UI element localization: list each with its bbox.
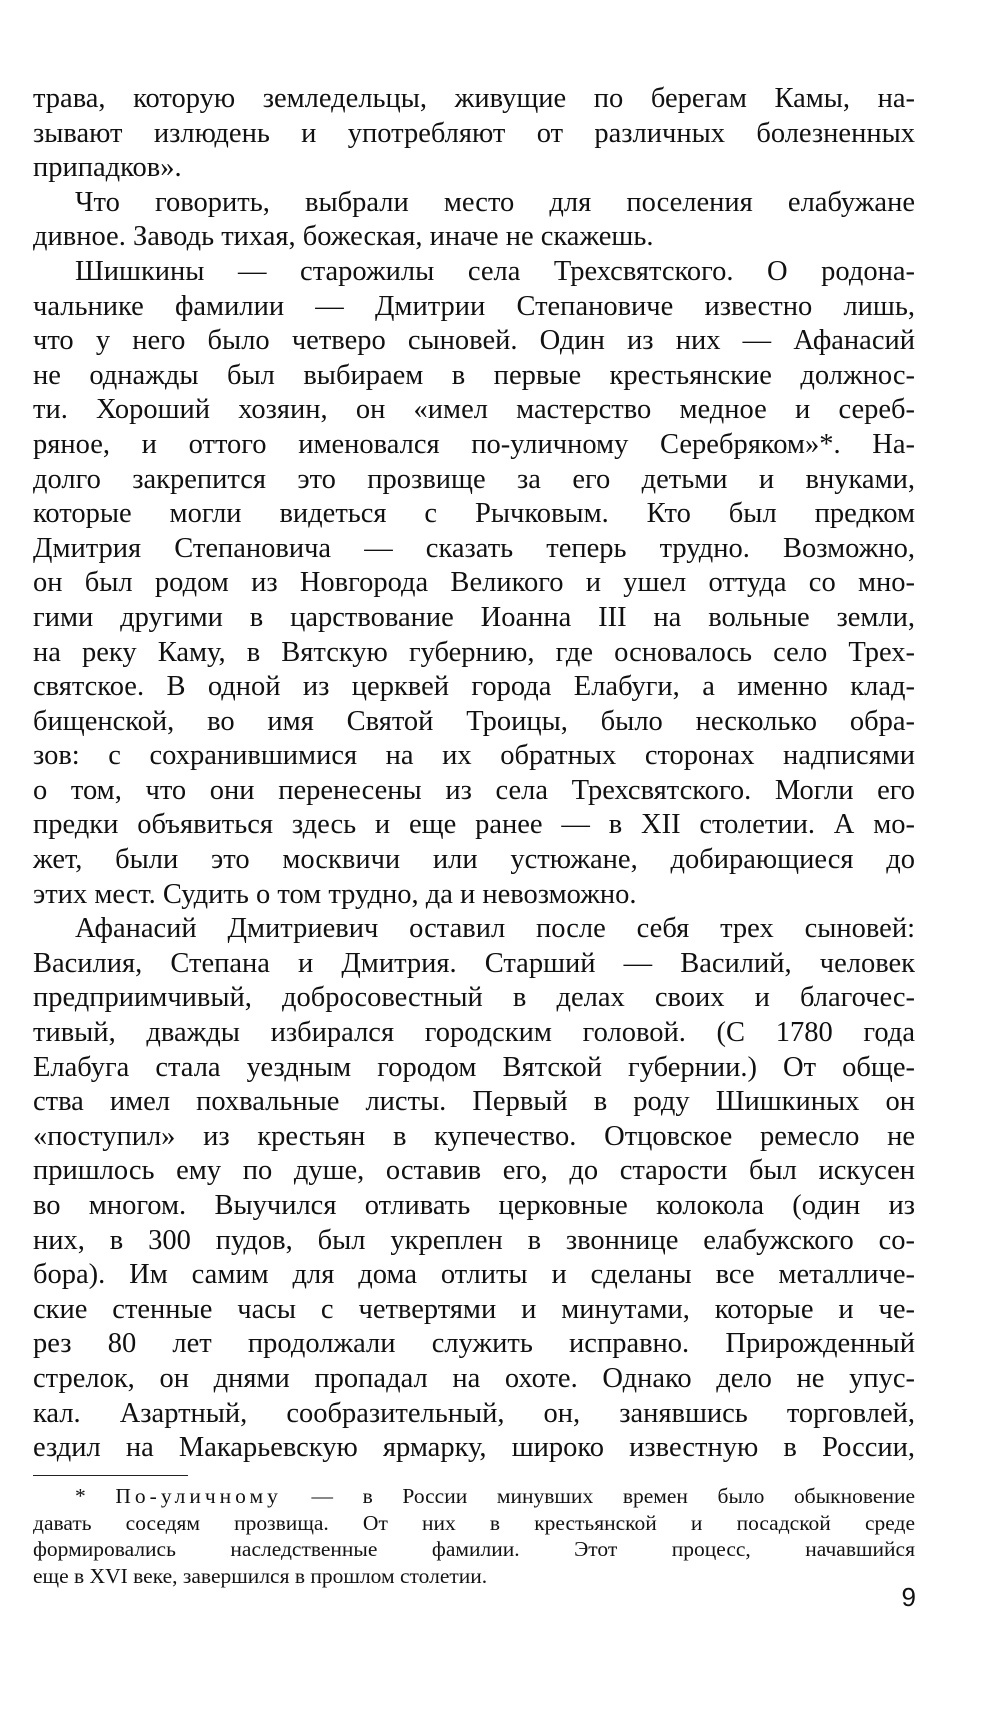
text-line: ездил на Макарьевскую ярмарку, широко известную в России, [33, 1432, 915, 1464]
text-line: долго закрепится это прозвище за его детьми и внуками, [33, 463, 915, 495]
text-line: них, в 300 пудов, был укреплен в звоннице елабужского со- [33, 1224, 915, 1256]
text-line: трава, которую земледельцы, живущие по берегам Камы, на- [33, 83, 915, 114]
text-line: он был родом из Новгорода Великого и ушел оттуда со мно- [33, 567, 915, 599]
text-line: на реку Каму, в Вятскую губернию, где основалось село Трех- [33, 636, 915, 668]
text-line: тивый, дважды избирался городским головой. (С 1780 года [33, 1017, 915, 1049]
footnote-first-line-text: — в России минувших времен было обыкновение [281, 1484, 915, 1508]
text-line: ские стенные часы с четвертями и минутами, которые и че- [33, 1293, 915, 1325]
text-line: дивное. Заводь тихая, божеская, иначе не скажешь. [33, 221, 654, 253]
text-line: ства имел похвальные листы. Первый в роду Шишкиных он [33, 1086, 915, 1118]
footnote-line: еще в XVI веке, завершился в прошлом столетии. [33, 1563, 488, 1588]
text-line: Дмитрия Степановича — сказать теперь трудно. Возможно, [33, 532, 915, 564]
text-line: пришлось ему по душе, оставив его, до старости был искусен [33, 1155, 915, 1187]
text-line: ти. Хороший хозяин, он «имел мастерство медное и сереб- [33, 394, 915, 426]
text-line: предки объявиться здесь и еще ранее — в XII столетии. А мо- [33, 809, 915, 841]
text-line: предприимчивый, добросовестный в делах своих и благочес- [33, 982, 915, 1014]
text-line: «поступил» из крестьян в купечество. Отцовское ремесло не [33, 1120, 915, 1152]
text-line: ряное, и оттого именовался по-уличному Серебряком»*. На- [33, 428, 915, 460]
text-line: припадков». [33, 152, 182, 184]
text-line: гими другими в царствование Иоанна III на вольные земли, [33, 601, 915, 633]
text-line: святское. В одной из церквей города Елабуги, а именно клад- [33, 671, 915, 703]
text-line: во многом. Выучился отливать церковные колокола (один из [33, 1190, 915, 1221]
footnote-line: формировались наследственные фамилии. Этот процесс, начавшийся [33, 1537, 915, 1561]
text-line: не однажды был выбираем в первые крестьянские должнос- [33, 359, 915, 391]
body-text [33, 82, 915, 1466]
text-line: что у него было четверо сыновей. Один из них — Афанасий [33, 325, 915, 357]
text-line: которые могли видеться с Рычковым. Кто был предком [33, 498, 915, 530]
text-line: стрелок, он днями пропадал на охоте. Однако дело не упус- [33, 1362, 915, 1394]
text-line: о том, что они перенесены из села Трехсвятского. Могли его [33, 774, 915, 806]
footnote-term: По-уличному [115, 1484, 282, 1508]
text-line: кал. Азартный, сообразительный, он, занявшись торговлей, [33, 1397, 915, 1429]
paragraph-first-line: Шишкины — старожилы села Трехсвятского. О родона- [75, 255, 915, 287]
text-line: бищенской, во имя Святой Троицы, было несколько обра- [33, 705, 915, 737]
text-line: Елабуга стала уездным городом Вятской губернии.) От обще- [33, 1051, 915, 1083]
text-line: этих мест. Судить о том трудно, да и невозможно. [33, 878, 637, 910]
footnote-separator [33, 1475, 188, 1476]
text-line: зывают излюдень и употребляют от различных болезненных [33, 117, 915, 149]
text-line: Василия, Степана и Дмитрия. Старший — Василий, человек [33, 947, 915, 979]
footnote-line: давать соседям прозвища. От них в крестьянской и посадской среде [33, 1510, 915, 1535]
text-line: бора). Им самим для дома отлиты и сделаны все металличе- [33, 1259, 915, 1291]
paragraph-first-line: Афанасий Дмитриевич оставил после себя трех сыновей: [75, 913, 915, 945]
text-line: чальнике фамилии — Дмитрии Степановиче известно лишь, [33, 290, 915, 322]
paragraph-first-line: Что говорить, выбрали место для поселения елабужане [75, 186, 915, 218]
page-number: 9 [901, 1582, 916, 1612]
footnote [33, 1483, 915, 1589]
text-line: зов: с сохранившимися на их обратных сторонах надписями [33, 740, 915, 772]
footnote-first-line [33, 1483, 915, 1510]
footnote-marker: * [75, 1484, 116, 1508]
text-line: рез 80 лет продолжали служить исправно. Прирожденный [33, 1328, 915, 1360]
text-line: жет, были это москвичи или устюжане, добирающиеся до [33, 844, 915, 876]
